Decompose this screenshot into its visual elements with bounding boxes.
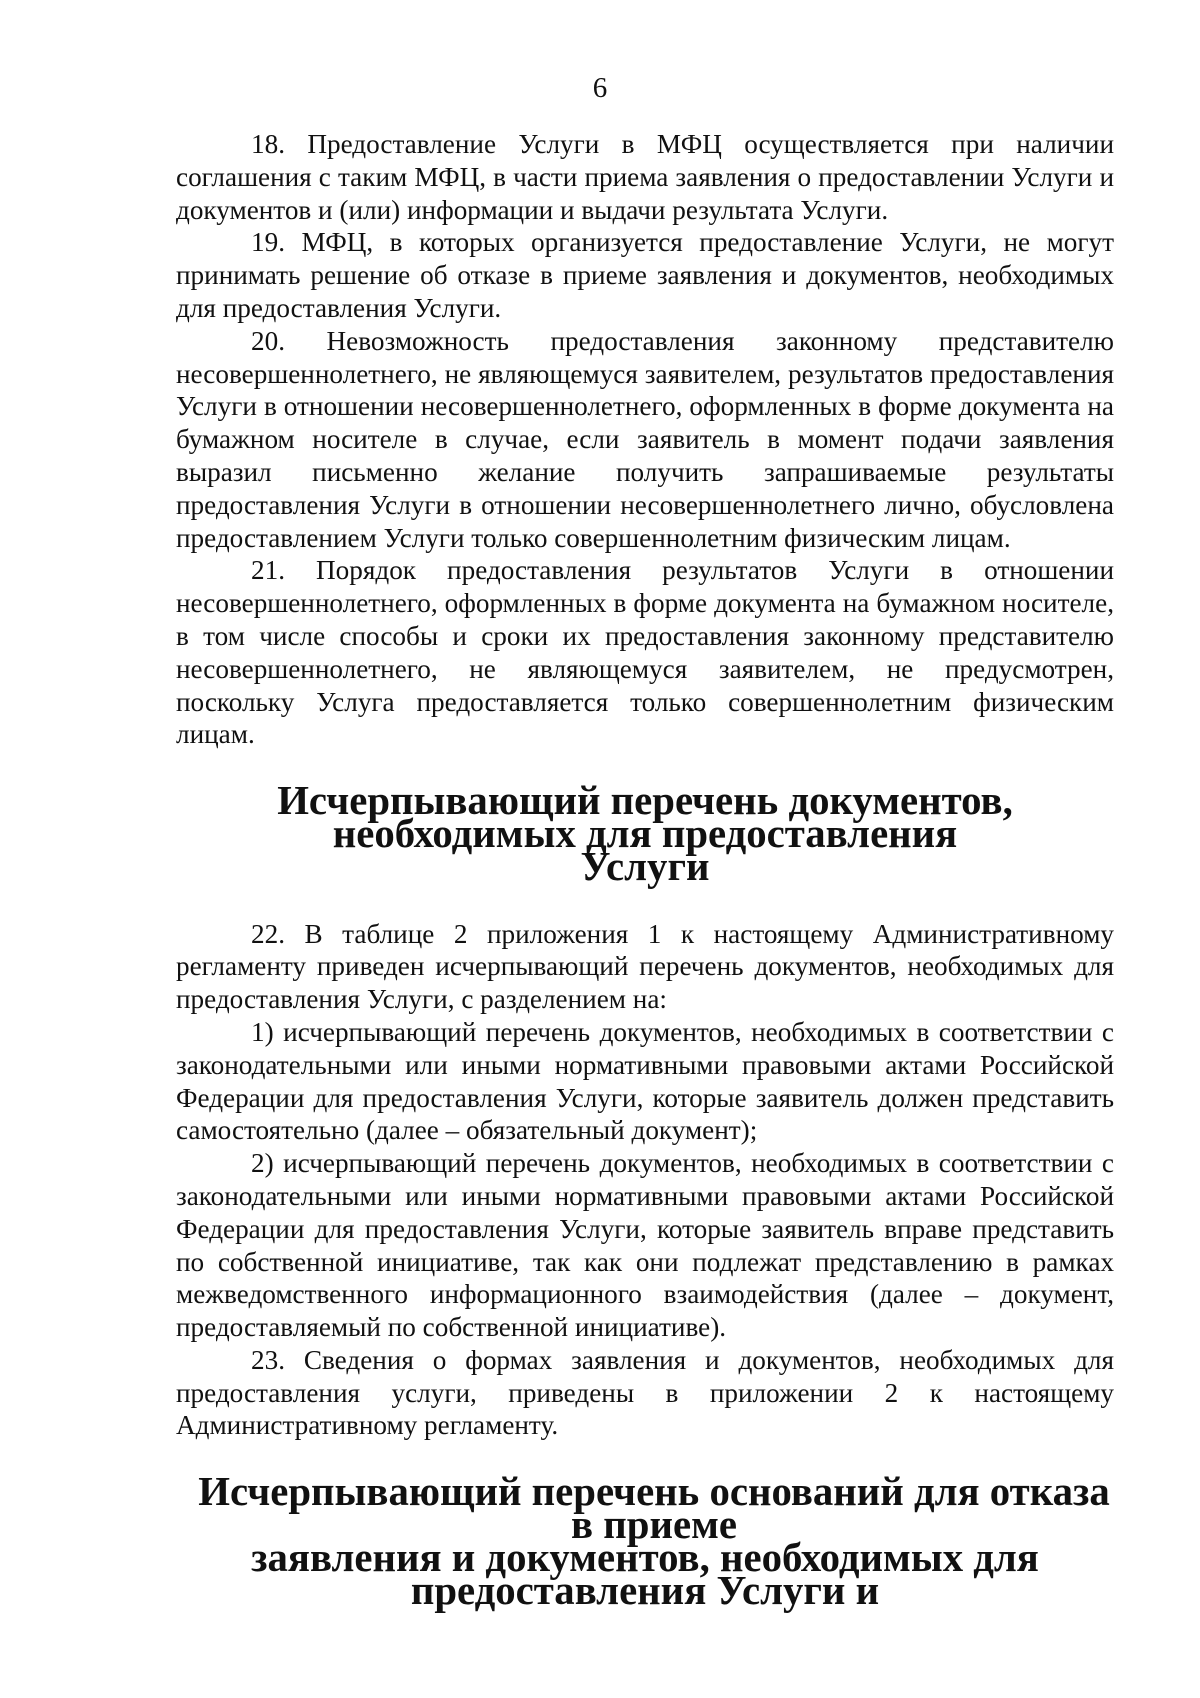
section-heading-refusal — [176, 1469, 1114, 1613]
list-item-1: 1) исчерпывающий перечень документов, необходимых в соответствии с законодательными или иными нормативными правовыми актами Российской Федерации для предоставления Услуги, которые заявитель должен представить самостоятельно (далее – обязательный документ); — [176, 1016, 1114, 1146]
paragraph-19: 19. МФЦ, в которых организуется предоставление Услуги, не могут принимать решение об отказе в приеме заявления и документов, необходимых для предоставления Услуги. — [176, 227, 1114, 323]
list-item-2: 2) исчерпывающий перечень документов, необходимых в соответствии с законодательными или иными нормативными правовыми актами Российской Федерации для предоставления Услуги, которые заявитель вправе представить по собственной инициативе, так как они подлежат представлению в рамках межведомственного информационного взаимодействия (далее – документ, предоставляемый по собственной инициативе). — [176, 1148, 1114, 1343]
section-heading-refusal-line-2: заявления и документов, необходимых для предоставления Услуги и — [251, 1534, 1039, 1613]
page-number: 6 — [592, 72, 608, 104]
section-heading-documents — [176, 778, 1114, 889]
paragraph-18: 18. Предоставление Услуги в МФЦ осуществляется при наличии соглашения с таким МФЦ, в части приема заявления о предоставлении Услуги и документов и (или) информации и выдачи результата Услуги. — [176, 129, 1114, 225]
document-body — [176, 128, 1114, 1613]
paragraph-22: 22. В таблице 2 приложения 1 к настоящему Административному регламенту приведен исчерпывающий перечень документов, необходимых для предоставления Услуги, с разделением на: — [176, 918, 1114, 1015]
section-heading-documents-line-1: Исчерпывающий перечень документов, необходимых для предоставления — [277, 778, 1013, 856]
section-heading-refusal-line-1: Исчерпывающий перечень оснований для отказа в приеме — [198, 1469, 1110, 1548]
paragraph-23: 23. Сведения о формах заявления и документов, необходимых для предоставления услуги, приведены в приложении 2 к настоящему Административному регламенту. — [176, 1344, 1114, 1441]
paragraph-20: 20. Невозможность предоставления законному представителю несовершеннолетнего, не являющемуся заявителем, результатов предоставления Услуги в отношении несовершеннолетнего, оформленных в форме документа на бумажном носителе в случае, если заявитель в момент подачи заявления выразил письменно желание получить запрашиваемые результаты предоставления Услуги в отношении несовершеннолетнего лично, обусловлена предоставлением Услуги только совершеннолетним физическим лицам. — [176, 325, 1114, 553]
paragraph-21: 21. Порядок предоставления результатов Услуги в отношении несовершеннолетнего, оформленных в форме документа на бумажном носителе, в том числе способы и сроки их предоставления законному представителю несовершеннолетнего, не являющемуся заявителем, не предусмотрен, поскольку Услуга предоставляется только совершеннолетним физическим лицам. — [176, 555, 1114, 750]
section-heading-documents-line-2: Услуги — [580, 843, 710, 889]
